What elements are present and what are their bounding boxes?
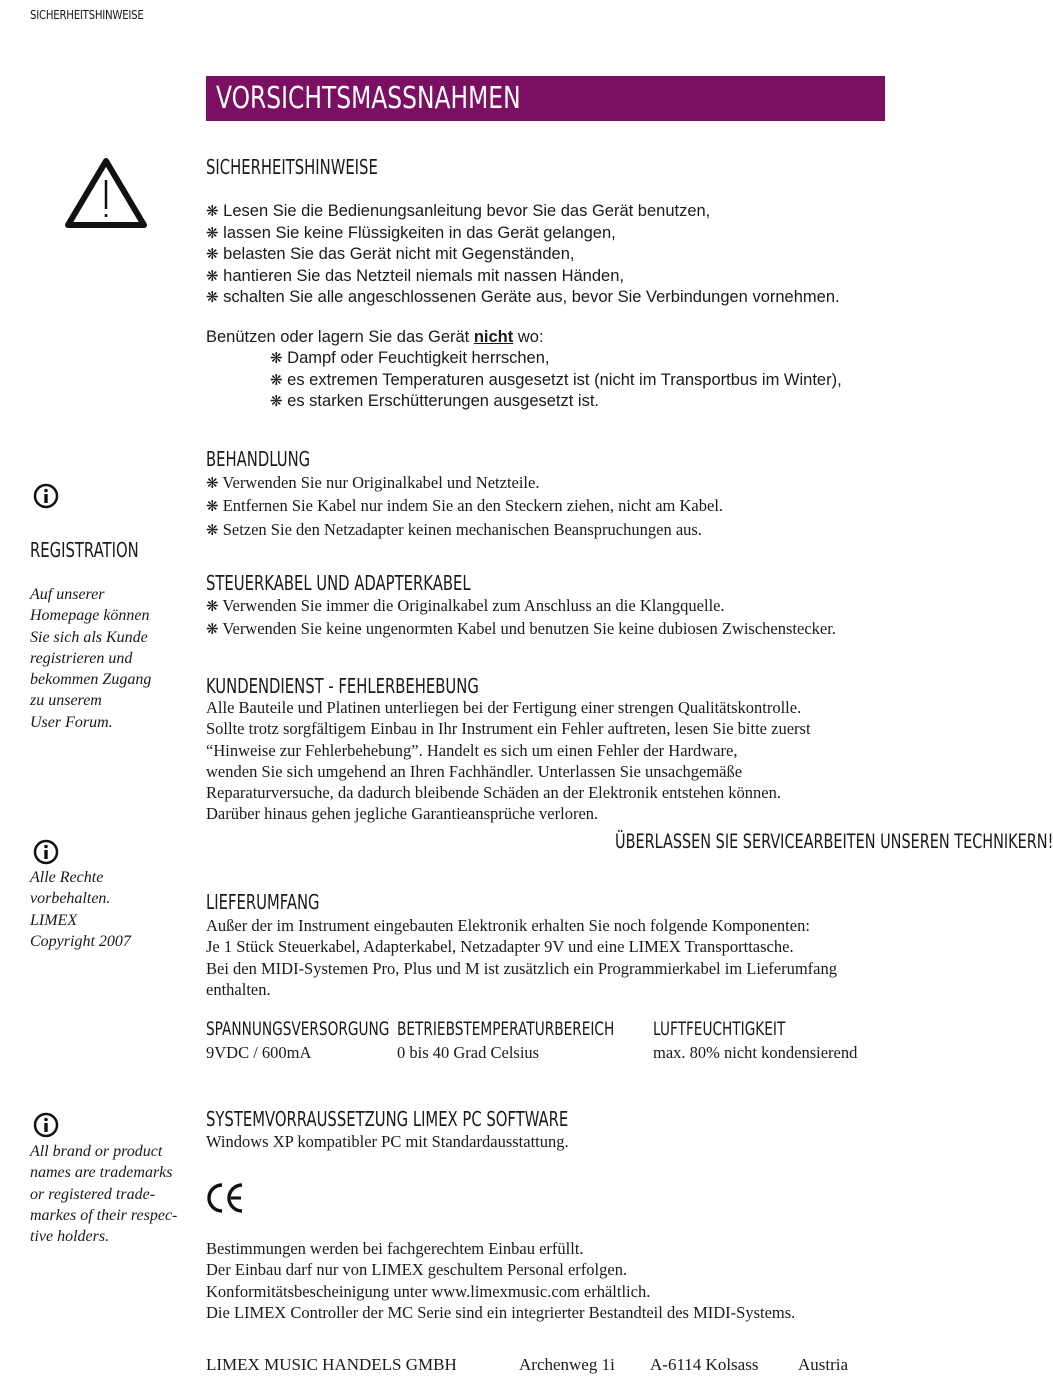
trademark-note: All brand or product names are trademarks or registered trade- markes of their respec- tive holders.: [30, 1143, 178, 1246]
list-item: ❋ es extremen Temperaturen ausgesetzt ist (nicht im Transportbus im Winter),: [270, 370, 842, 389]
footer-company: LIMEX MUSIC HANDELS GMBH: [206, 1355, 457, 1374]
delivery-text: Außer der im Instrument eingebauten Elektronik erhalten Sie noch folgende Komponenten: Je 1 Stück Steuerkabel, Adapterkabel, Netzadapter 9V und eine LIMEX Transporttasche. Bei den MIDI-Systemen Pro, Plus und M ist zusätzlich ein Programmierkabel im Lieferumfang enthalten.: [206, 916, 837, 999]
running-head: SICHERHEITSHINWEISE: [30, 8, 144, 22]
list-item: ❋ lassen Sie keine Flüssigkeiten in das Gerät gelangen,: [206, 223, 616, 242]
compliance-text: Bestimmungen werden bei fachgerechtem Einbau erfüllt. Der Einbau darf nur von LIMEX geschultem Personal erfolgen. Konformitätsbescheinigung unter www.limexmusic.com erhältlich. Die LIMEX Controller der MC Serie sind ein integrierter Bestandteil des MIDI-Systems.: [206, 1239, 796, 1322]
info-icon: [33, 483, 59, 509]
list-item: ❋ Entfernen Sie Kabel nur indem Sie an den Steckern ziehen, nicht am Kabel.: [206, 496, 724, 516]
spec-value: max. 80% nicht kondensierend: [653, 1043, 858, 1062]
emphasis-not: nicht: [473, 328, 514, 346]
software-heading: SYSTEMVORRAUSSETZUNG LIMEX PC SOFTWARE: [206, 1107, 569, 1131]
spec-value: 0 bis 40 Grad Celsius: [397, 1043, 540, 1062]
warning-triangle-icon: [62, 155, 150, 233]
ce-mark-icon: [204, 1181, 246, 1215]
spec-label: SPANNUNGSVERSORGUNG: [206, 1018, 390, 1040]
list-item: ❋ belasten Sie das Gerät nicht mit Gegenständen,: [206, 245, 575, 263]
list-item: ❋ es starken Erschütterungen ausgesetzt ist.: [270, 392, 600, 410]
cables-list: [206, 595, 836, 642]
handling-heading: BEHANDLUNG: [206, 447, 311, 471]
safety-heading: SICHERHEITSHINWEISE: [206, 155, 378, 179]
software-text: Windows XP kompatibler PC mit Standardausstattung.: [206, 1132, 569, 1151]
cables-heading: STEUERKABEL UND ADAPTERKABEL: [206, 571, 471, 595]
section-banner: [206, 76, 885, 121]
footer-city: A-6114 Kolsass: [650, 1355, 759, 1374]
footer-street: Archenweg 1i: [519, 1355, 615, 1374]
service-callout-wrap: [461, 830, 1053, 853]
registration-heading: REGISTRATION: [30, 538, 139, 562]
info-icon: [33, 1112, 59, 1138]
spec-value: 9VDC / 600mA: [206, 1043, 312, 1062]
list-item: ❋ Verwenden Sie keine ungenormten Kabel und benutzen Sie keine dubiosen Zwischenstecker.: [206, 619, 836, 639]
safety-list: [206, 201, 840, 309]
spec-humidity: [653, 1018, 857, 1063]
service-callout: ÜBERLASSEN SIE SERVICEARBEITEN UNSEREN TECHNIKERN!: [615, 830, 1053, 853]
footer-country: Austria: [798, 1355, 849, 1374]
spec-label: BETRIEBSTEMPERATURBEREICH: [397, 1018, 615, 1040]
list-item: ❋ schalten Sie alle angeschlossenen Geräte aus, bevor Sie Verbindungen vornehmen.: [206, 288, 840, 306]
service-heading: KUNDENDIENST - FEHLERBEHEBUNG: [206, 674, 479, 698]
storage-intro: Benützen oder lagern Sie das Gerät nicht wo:: [206, 328, 544, 346]
list-item: ❋ Setzen Sie den Netzadapter keinen mechanischen Beanspruchungen aus.: [206, 519, 702, 539]
rights-note: Alle Rechte vorbehalten. LIMEX Copyright 2007: [30, 869, 131, 950]
banner-title: VORSICHTSMASSNAHMEN: [216, 81, 521, 116]
registration-note: Auf unserer Homepage können Sie sich als Kunde registrieren und bekommen Zugang zu unserem User Forum.: [30, 586, 152, 731]
delivery-heading: LIEFERUMFANG: [206, 890, 320, 914]
handling-list: [206, 472, 723, 542]
spec-label: LUFTFEUCHTIGKEIT: [653, 1018, 786, 1040]
list-item: ❋ Verwenden Sie nur Originalkabel und Netzteile.: [206, 473, 540, 492]
list-item: ❋ Dampf oder Feuchtigkeit herrschen,: [270, 349, 550, 367]
service-text: Alle Bauteile und Platinen unterliegen bei der Fertigung einer strengen Qualitätskontrolle. Sollte trotz sorgfältigem Einbau in Ihr Instrument ein Fehler auftreten, lesen Sie bitte zuerst “Hinweise zur Fehlerbehebung”. Handelt es sich um einen Fehler der Hardware, wenden Sie sich umgehend an Ihren Fachhändler. Unterlassen Sie unsachgemäße Reparaturversuche, da dadurch bleibende Schäden an der Elektronik entstehen können. Darüber hinaus gehen jegliche Garantieansprüche verloren.: [206, 698, 811, 824]
info-icon: [33, 839, 59, 865]
list-item: ❋ Verwenden Sie immer die Originalkabel zum Anschluss an die Klangquelle.: [206, 596, 725, 615]
list-item: ❋ hantieren Sie das Netzteil niemals mit nassen Händen,: [206, 266, 624, 285]
storage-list: [270, 348, 842, 413]
list-item: ❋ Lesen Sie die Bedienungsanleitung bevor Sie das Gerät benutzen,: [206, 202, 711, 220]
